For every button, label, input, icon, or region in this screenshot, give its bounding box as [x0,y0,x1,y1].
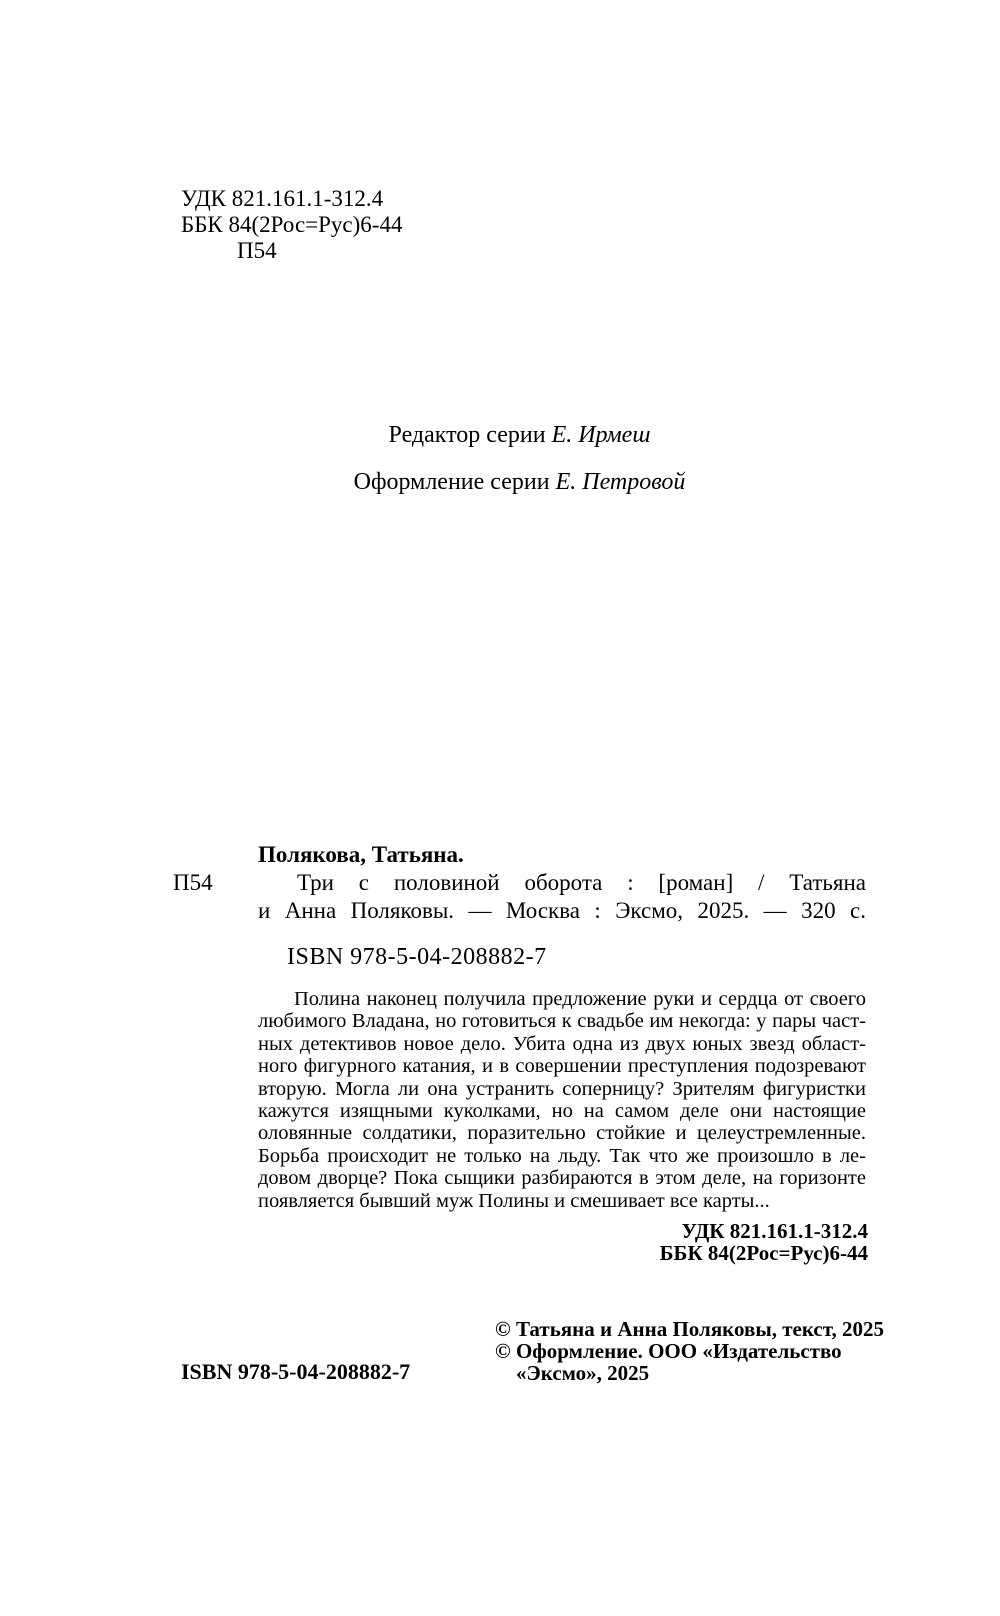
classification-top-block [181,186,402,264]
annotation-line: Полина наконец получила предложение руки и сердца от своего [294,988,866,1010]
annotation-line: кажутся изящными куколками, но на самом деле они настоящие [258,1100,866,1123]
series-designer-line [173,459,866,506]
catalog-author-heading: Полякова, Татьяна. [258,842,464,867]
udk-number-bottom: УДК 821.161.1-312.4 [681,1219,868,1243]
catalog-title-line: и Анна Поляковы. — Москва : Эксмо, 2025. — 320 с. [258,898,866,923]
copyright-design-line: © Оформление. ООО «Издательство [495,1339,842,1363]
classification-bottom-block [660,1221,868,1264]
annotation-block [258,988,866,1212]
bbk-number: ББК 84(2Рос=Рус)6-44 [181,212,403,237]
annotation-line: оловянные солдатики, поразительно стойкие и целеустремленные. [258,1122,866,1145]
annotation-line: вторую. Могла ли она устранить соперницу? Зрителям фигуристки [258,1077,866,1100]
isbn-footer: ISBN 978-5-04-208882-7 [181,1359,411,1384]
series-credits-block [173,412,866,506]
series-editor-line [173,412,866,459]
series-designer-label: Оформление серии [353,469,550,495]
annotation-line: появляется бывший муж Полины и смешивает все карты... [258,1189,770,1212]
catalog-entry-block [258,841,866,925]
isbn-catalog: ISBN 978-5-04-208882-7 [287,944,547,970]
series-editor-name: Е. Ирмеш [551,422,651,448]
copyright-authors-line: © Татьяна и Анна Поляковы, текст, 2025 [495,1317,884,1341]
copyright-publisher-line: «Эксмо», 2025 [516,1361,650,1385]
series-designer-name: Е. Петровой [555,469,686,495]
annotation-line: ного фигурного катания, и в совершении преступления подозревают [258,1055,866,1078]
series-editor-label: Редактор серии [388,422,546,448]
udk-number: УДК 821.161.1-312.4 [181,186,384,211]
annotation-line: Борьба происходит не только на льду. Так что же произошло в ле- [258,1144,866,1167]
annotation-line: ных детективов новое дело. Убита одна из двух юных звезд област- [258,1032,866,1055]
catalog-title-line: Три с половиной оборота : [роман] / Татьяна [297,870,866,895]
author-sign: П54 [237,238,277,263]
catalog-author-sign: П54 [173,870,213,895]
annotation-line: довом дворце? Пока сыщики разбираются в этом деле, на горизонте [258,1167,866,1190]
annotation-line: любимого Владана, но готовиться к свадьбе им некогда: у пары част- [258,1010,866,1033]
copyright-block [495,1317,884,1385]
bbk-number-bottom: ББК 84(2Рос=Рус)6-44 [659,1240,868,1265]
